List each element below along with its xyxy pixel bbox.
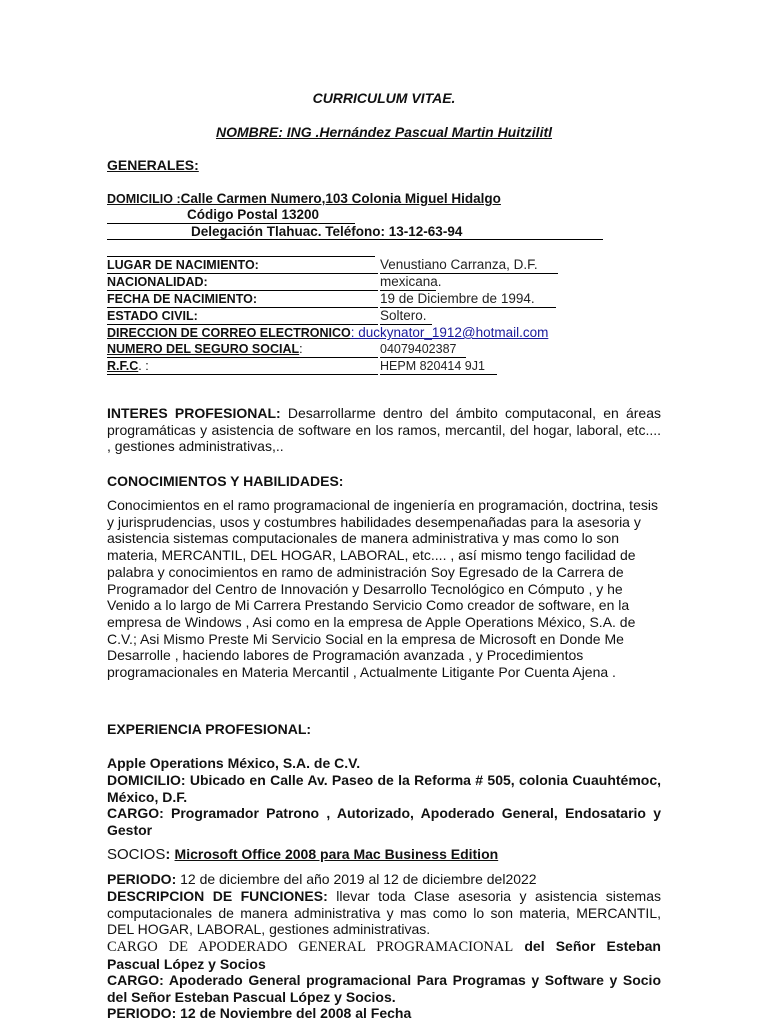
generales-heading: GENERALES: (107, 157, 199, 173)
periodo2: PERIODO: 12 de Noviembre del 2008 al Fecha (107, 1005, 412, 1021)
field-label (107, 325, 548, 340)
cargo-apoderado (107, 938, 661, 972)
underline (380, 374, 497, 375)
underline (107, 357, 378, 358)
field-value: HEPM 820414 9J1 (380, 359, 485, 373)
company-domicilio: DOMICILIO: Ubicado en Calle Av. Paseo de la Reforma # 505, colonia Cuauhtémoc, México, D.F. (107, 772, 661, 805)
desc-label: DESCRIPCION DE FUNCIONES: (107, 888, 328, 904)
periodo-value: 12 de diciembre del año 2019 al 12 de diciembre del2022 (176, 871, 537, 887)
domicilio-label: DOMICILIO : (107, 192, 181, 206)
field-label: LUGAR DE NACIMIENTO: (107, 258, 259, 272)
rfc-colon: . : (138, 359, 149, 373)
underline (107, 307, 378, 308)
email-label: DIRECCION DE CORREO ELECTRONICO (107, 326, 351, 340)
rfc-label: R.F.C (107, 359, 139, 373)
interes-profesional (107, 405, 661, 455)
interes-text: Desarrollarme dentro del ámbito computaconal, en áreas programáticas y asistencia de software en los ramos, mercantil, del hogar, laboral, etc.... , gestiones administrativas,.. (107, 405, 661, 455)
cargo2-rest: del Señor Esteban Pascual López y Socios (107, 938, 661, 972)
domicilio-line3: Delegación Tlahuac. Teléfono: 13-12-63-94 (191, 224, 463, 239)
field-label (107, 359, 149, 373)
field-value: Soltero. (380, 308, 427, 323)
underline (107, 273, 378, 274)
field-label: ESTADO CIVIL: (107, 309, 198, 323)
domicilio-row (107, 191, 501, 206)
conocimientos-text: Conocimientos en el ramo programacional de ingeniería en programación, doctrina, tesis y jurisprudencias, usos y costumbres habilidades desempenañadas para la asesoria y asistencia sistemas computacionales de manera administrativa y mas como lo son materia, MERCANTIL, DEL HOGAR, LABORAL, etc.... , así mismo tengo facilidad de palabra y conocimientos en ramo de administración Soy Egresado de la Carrera de Programador del Centro de Innovación y Desarrollo Tecnológico en Cómputo , y he Venido a lo largo de Mi Carrera Prestando Servicio Como creador de software, en la empresa de Windows , Asi como en la empresa de Apple Operations México, S.A. de C.V.; Asi Mismo Preste Mi Servicio Social en la empresa de Microsoft en Donde Me Desarrolle , haciendo labores de Programación avanzada , y Procedimientos programacionales en Materia Mercantil , Actualmente Litigante Por Cuenta Ajena . (107, 497, 658, 681)
document-title: CURRICULUM VITAE. (312, 90, 456, 106)
company-name: Apple Operations México, S.A. de C.V. (107, 755, 361, 771)
socios-colon: : (165, 846, 171, 863)
socios-value: Microsoft Office 2008 para Mac Business Edition (174, 846, 499, 862)
cargo-programacional: CARGO: Apoderado General programacional Para Programas y Software y Socio del Señor Esteban Pascual López y Socios. (107, 972, 661, 1005)
field-value: 19 de Diciembre de 1994. (380, 291, 535, 306)
underline (107, 374, 378, 375)
underline (107, 290, 378, 291)
desc-value: llevar toda Clase asesoria y asistencia sistemas computacionales de manera administrativa y mas como lo son materia, MERCANTIL, DEL HOGAR, LABORAL, gestiones administrativas. (107, 888, 661, 938)
field-value: 04079402387 (380, 342, 457, 356)
periodo-row (107, 871, 537, 887)
field-label: NACIONALIDAD: (107, 275, 208, 289)
periodo-label: PERIODO: (107, 871, 177, 887)
nss-colon: : (299, 342, 303, 356)
field-label: FECHA DE NACIMIENTO: (107, 292, 257, 306)
name-line: NOMBRE: ING .Hernández Pascual Martin Huitzilitl (215, 124, 553, 140)
field-label (107, 342, 303, 356)
nss-label: NUMERO DEL SEGURO SOCIAL (107, 342, 300, 356)
cargo2-serif: CARGO DE APODERADO GENERAL PROGRAMACIONAL (107, 939, 514, 955)
descripcion-funciones (107, 888, 661, 938)
underline (107, 256, 375, 257)
underline (107, 239, 603, 240)
interes-label: INTERES PROFESIONAL: (107, 405, 281, 421)
underline (380, 357, 466, 358)
domicilio-line2: Código Postal 13200 (187, 207, 320, 222)
company-cargo: CARGO: Programador Patrono , Autorizado, Apoderado General, Endosatario y Gestor (107, 805, 661, 838)
domicilio-line1: Calle Carmen Numero,103 Colonia Miguel Hidalgo (180, 191, 501, 206)
field-value: Venustiano Carranza, D.F. (380, 257, 538, 272)
experiencia-heading: EXPERIENCIA PROFESIONAL: (107, 721, 312, 737)
field-value: mexicana. (380, 274, 442, 289)
socios-row (107, 846, 498, 863)
conocimientos-heading: CONOCIMIENTOS Y HABILIDADES: (107, 473, 344, 489)
email-link[interactable]: duckynator_1912@hotmail.com (354, 325, 549, 340)
socios-label: SOCIOS (107, 846, 166, 863)
email-colon[interactable]: : (350, 325, 355, 340)
